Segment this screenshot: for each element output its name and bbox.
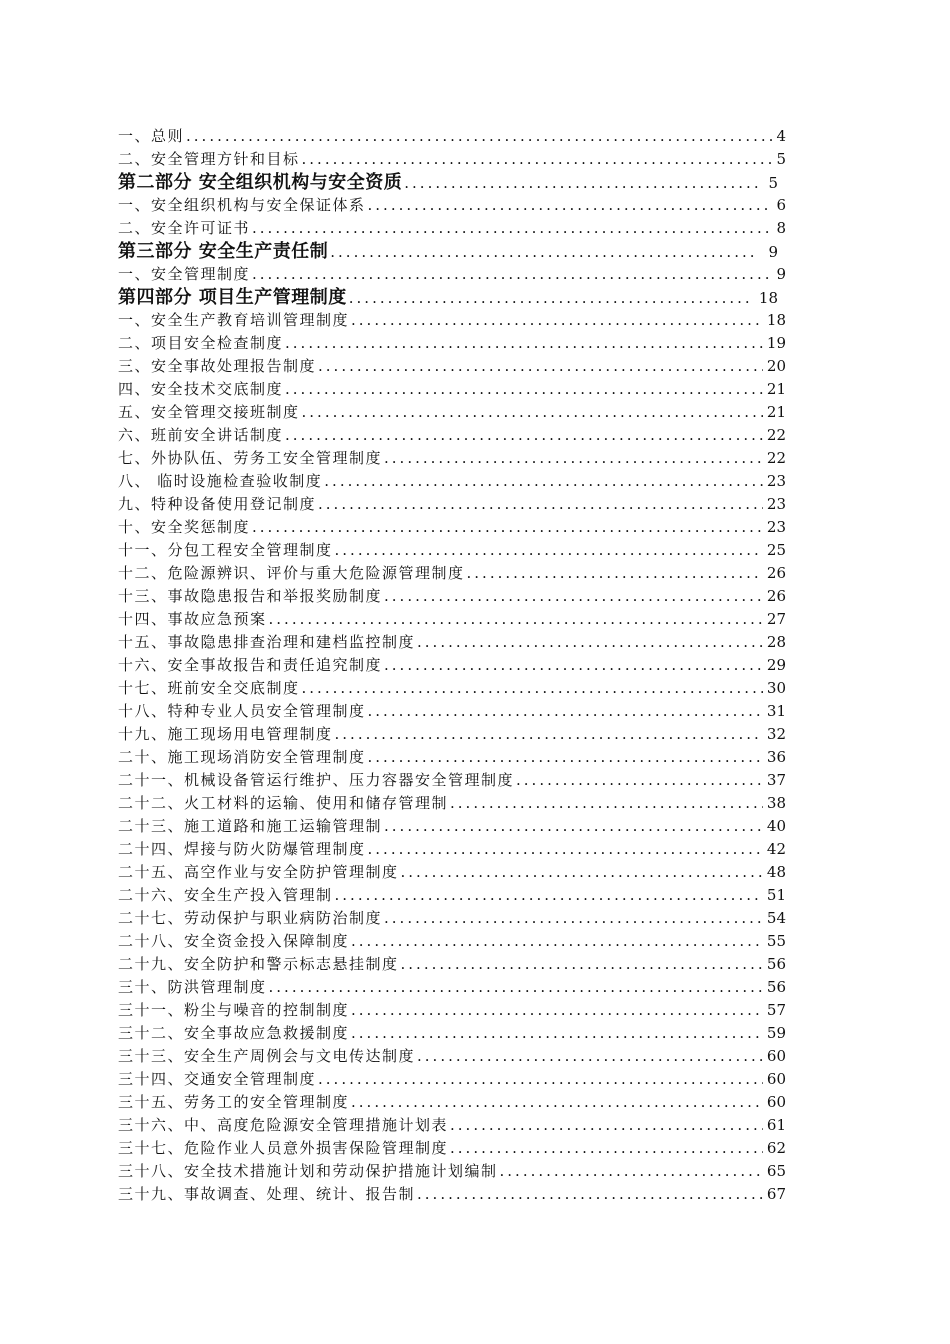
toc-entry[interactable] (118, 769, 786, 792)
toc-entry[interactable] (118, 1183, 786, 1206)
toc-entry-page-number: 5 (768, 174, 778, 192)
toc-entry-page-number: 62 (766, 1139, 786, 1157)
toc-entry[interactable] (118, 125, 786, 148)
toc-entry-title: 第二部分 安全组织机构与安全资质 (118, 172, 403, 193)
toc-entry-title: 十三、事故隐患报告和举报奖励制度 (118, 587, 383, 605)
toc-entry-page-number: 22 (766, 449, 786, 467)
table-of-contents (118, 125, 786, 1206)
toc-entry-page-number: 59 (766, 1024, 786, 1042)
dot-leader (351, 1022, 763, 1045)
toc-entry-page-number: 55 (766, 932, 786, 950)
toc-entry-page-number: 28 (766, 633, 786, 651)
dot-leader (318, 355, 763, 378)
toc-entry-title: 一、安全管理制度 (118, 265, 251, 283)
dot-leader (384, 815, 763, 838)
toc-entry-title: 二十三、施工道路和施工运输管理制 (118, 817, 383, 835)
toc-entry-title: 三十五、劳务工的安全管理制度 (118, 1093, 350, 1111)
dot-leader (368, 838, 763, 861)
toc-entry[interactable] (118, 838, 786, 861)
toc-entry-title: 十四、事故应急预案 (118, 610, 267, 628)
dot-leader (318, 493, 763, 516)
toc-entry-title: 四、安全技术交底制度 (118, 380, 284, 398)
toc-entry-page-number: 18 (758, 289, 778, 307)
toc-entry-page-number: 27 (766, 610, 786, 628)
dot-leader (186, 125, 772, 148)
toc-entry[interactable] (118, 1022, 786, 1045)
toc-entry[interactable] (118, 309, 786, 332)
toc-entry[interactable] (118, 263, 786, 286)
dot-leader (404, 172, 758, 194)
toc-entry-title: 十六、安全事故报告和责任追究制度 (118, 656, 383, 674)
dot-leader (351, 930, 763, 953)
toc-entry[interactable] (118, 792, 786, 815)
toc-entry-title: 一、安全组织机构与安全保证体系 (118, 196, 366, 214)
toc-entry-title: 七、外协队伍、劳务工安全管理制度 (118, 449, 383, 467)
toc-entry[interactable] (118, 631, 786, 654)
toc-entry-title: 三十九、事故调查、处理、统计、报告制 (118, 1185, 416, 1203)
toc-entry-title: 二十七、劳动保护与职业病防治制度 (118, 909, 383, 927)
toc-entry-title: 八、 临时设施检查验收制度 (118, 472, 323, 490)
toc-part-heading[interactable] (118, 171, 786, 194)
toc-entry-title: 九、特种设备使用登记制度 (118, 495, 317, 513)
dot-leader (302, 401, 763, 424)
toc-entry-title: 十二、危险源辨识、评价与重大危险源管理制度 (118, 564, 465, 582)
toc-entry[interactable] (118, 953, 786, 976)
dot-leader (368, 194, 773, 217)
toc-entry-title: 二、安全管理方针和目标 (118, 150, 300, 168)
toc-entry-page-number: 31 (766, 702, 786, 720)
toc-entry-page-number: 9 (768, 243, 778, 261)
toc-entry-page-number: 6 (776, 196, 786, 214)
toc-entry-page-number: 23 (766, 472, 786, 490)
dot-leader (252, 263, 772, 286)
dot-leader (285, 332, 763, 355)
toc-entry-title: 二十二、火工材料的运输、使用和储存管理制 (118, 794, 449, 812)
toc-entry-title: 一、总则 (118, 127, 185, 145)
toc-entry[interactable] (118, 562, 786, 585)
toc-entry[interactable] (118, 493, 786, 516)
toc-entry-page-number: 20 (766, 357, 786, 375)
dot-leader (302, 148, 773, 171)
dot-leader (330, 241, 758, 263)
toc-entry[interactable] (118, 378, 786, 401)
toc-entry[interactable] (118, 608, 786, 631)
toc-entry[interactable] (118, 585, 786, 608)
toc-entry-page-number: 60 (766, 1093, 786, 1111)
toc-entry-page-number: 19 (766, 334, 786, 352)
dot-leader (351, 999, 763, 1022)
toc-entry-page-number: 36 (766, 748, 786, 766)
dot-leader (516, 769, 763, 792)
toc-entry[interactable] (118, 194, 786, 217)
dot-leader (318, 1068, 763, 1091)
toc-entry-page-number: 56 (766, 978, 786, 996)
dot-leader (401, 861, 763, 884)
toc-entry-page-number: 23 (766, 495, 786, 513)
toc-entry-page-number: 23 (766, 518, 786, 536)
toc-entry-page-number: 9 (776, 265, 786, 283)
toc-entry-title: 三、安全事故处理报告制度 (118, 357, 317, 375)
dot-leader (417, 1045, 763, 1068)
toc-entry-page-number: 56 (766, 955, 786, 973)
toc-entry-page-number: 4 (776, 127, 786, 145)
toc-entry-page-number: 38 (766, 794, 786, 812)
toc-entry-title: 二十六、安全生产投入管理制 (118, 886, 333, 904)
toc-entry[interactable] (118, 1160, 786, 1183)
toc-entry-title: 一、安全生产教育培训管理制度 (118, 311, 350, 329)
dot-leader (368, 700, 763, 723)
toc-entry-title: 五、安全管理交接班制度 (118, 403, 300, 421)
dot-leader (302, 677, 763, 700)
dot-leader (500, 1160, 763, 1183)
dot-leader (417, 631, 763, 654)
dot-leader (269, 976, 763, 999)
toc-entry-page-number: 60 (766, 1070, 786, 1088)
toc-entry-title: 三十六、中、高度危险源安全管理措施计划表 (118, 1116, 449, 1134)
toc-entry-title: 二十一、机械设备管运行维护、压力容器安全管理制度 (118, 771, 515, 789)
toc-entry[interactable] (118, 470, 786, 493)
toc-entry[interactable] (118, 907, 786, 930)
toc-entry-title: 二十四、焊接与防火防爆管理制度 (118, 840, 366, 858)
toc-entry[interactable] (118, 148, 786, 171)
toc-entry-page-number: 57 (766, 1001, 786, 1019)
toc-entry-title: 十七、班前安全交底制度 (118, 679, 300, 697)
toc-entry[interactable] (118, 723, 786, 746)
toc-entry[interactable] (118, 861, 786, 884)
dot-leader (351, 309, 763, 332)
toc-entry-page-number: 5 (776, 150, 786, 168)
dot-leader (324, 470, 763, 493)
toc-entry-page-number: 26 (766, 564, 786, 582)
toc-entry-page-number: 51 (766, 886, 786, 904)
toc-entry[interactable] (118, 930, 786, 953)
dot-leader (285, 424, 763, 447)
toc-entry[interactable] (118, 1137, 786, 1160)
dot-leader (467, 562, 763, 585)
dot-leader (450, 1137, 763, 1160)
dot-leader (450, 1114, 763, 1137)
toc-entry-title: 三十三、安全生产周例会与文电传达制度 (118, 1047, 416, 1065)
toc-entry[interactable] (118, 355, 786, 378)
toc-entry-title: 十九、施工现场用电管理制度 (118, 725, 333, 743)
toc-entry-title: 二、安全许可证书 (118, 219, 251, 237)
toc-entry[interactable] (118, 746, 786, 769)
toc-entry-page-number: 60 (766, 1047, 786, 1065)
toc-entry[interactable] (118, 999, 786, 1022)
toc-entry-title: 第四部分 项目生产管理制度 (118, 287, 347, 308)
dot-leader (252, 217, 772, 240)
toc-entry-page-number: 29 (766, 656, 786, 674)
dot-leader (252, 516, 763, 539)
toc-entry-page-number: 26 (766, 587, 786, 605)
toc-entry-page-number: 54 (766, 909, 786, 927)
toc-entry-title: 三十八、安全技术措施计划和劳动保护措施计划编制 (118, 1162, 498, 1180)
toc-entry-page-number: 21 (766, 403, 786, 421)
toc-entry[interactable] (118, 424, 786, 447)
toc-entry[interactable] (118, 1045, 786, 1068)
toc-entry-page-number: 25 (766, 541, 786, 559)
toc-entry-page-number: 61 (766, 1116, 786, 1134)
toc-entry-title: 十、安全奖惩制度 (118, 518, 251, 536)
toc-entry-page-number: 22 (766, 426, 786, 444)
toc-entry[interactable] (118, 1091, 786, 1114)
toc-entry[interactable] (118, 654, 786, 677)
toc-entry-page-number: 21 (766, 380, 786, 398)
toc-part-heading[interactable] (118, 240, 786, 263)
dot-leader (351, 1091, 763, 1114)
toc-entry-title: 二、项目安全检查制度 (118, 334, 284, 352)
toc-entry-title: 三十、防洪管理制度 (118, 978, 267, 996)
toc-entry-title: 十一、分包工程安全管理制度 (118, 541, 333, 559)
toc-entry-title: 六、班前安全讲话制度 (118, 426, 284, 444)
toc-entry[interactable] (118, 539, 786, 562)
toc-entry[interactable] (118, 677, 786, 700)
toc-entry-title: 十八、特种专业人员安全管理制度 (118, 702, 366, 720)
toc-entry-page-number: 37 (766, 771, 786, 789)
dot-leader (417, 1183, 763, 1206)
toc-entry[interactable] (118, 516, 786, 539)
toc-entry-page-number: 65 (766, 1162, 786, 1180)
dot-leader (335, 539, 763, 562)
dot-leader (335, 884, 763, 907)
toc-entry-page-number: 32 (766, 725, 786, 743)
dot-leader (384, 907, 763, 930)
toc-entry[interactable] (118, 1068, 786, 1091)
dot-leader (349, 287, 749, 309)
toc-part-heading[interactable] (118, 286, 786, 309)
dot-leader (269, 608, 763, 631)
toc-entry-title: 二十八、安全资金投入保障制度 (118, 932, 350, 950)
toc-entry[interactable] (118, 217, 786, 240)
toc-entry-page-number: 8 (776, 219, 786, 237)
dot-leader (368, 746, 763, 769)
toc-entry-page-number: 48 (766, 863, 786, 881)
dot-leader (335, 723, 763, 746)
toc-entry-page-number: 30 (766, 679, 786, 697)
toc-entry-page-number: 18 (766, 311, 786, 329)
toc-entry-title: 二十、施工现场消防安全管理制度 (118, 748, 366, 766)
dot-leader (384, 654, 763, 677)
toc-entry[interactable] (118, 976, 786, 999)
toc-entry[interactable] (118, 815, 786, 838)
toc-entry-title: 十五、事故隐患排查治理和建档监控制度 (118, 633, 416, 651)
toc-entry-title: 三十二、安全事故应急救援制度 (118, 1024, 350, 1042)
dot-leader (384, 585, 763, 608)
toc-entry-page-number: 67 (766, 1185, 786, 1203)
dot-leader (384, 447, 763, 470)
dot-leader (285, 378, 763, 401)
dot-leader (401, 953, 763, 976)
toc-entry-title: 三十七、危险作业人员意外损害保险管理制度 (118, 1139, 449, 1157)
toc-entry-title: 二十五、高空作业与安全防护管理制度 (118, 863, 399, 881)
toc-entry-page-number: 40 (766, 817, 786, 835)
toc-entry-title: 三十一、粉尘与噪音的控制制度 (118, 1001, 350, 1019)
toc-entry-title: 二十九、安全防护和警示标志悬挂制度 (118, 955, 399, 973)
toc-entry-title: 三十四、交通安全管理制度 (118, 1070, 317, 1088)
toc-entry[interactable] (118, 332, 786, 355)
toc-entry-page-number: 42 (766, 840, 786, 858)
toc-entry[interactable] (118, 884, 786, 907)
toc-entry[interactable] (118, 700, 786, 723)
toc-entry[interactable] (118, 401, 786, 424)
toc-entry-title: 第三部分 安全生产责任制 (118, 241, 329, 262)
toc-entry[interactable] (118, 1114, 786, 1137)
dot-leader (450, 792, 763, 815)
toc-entry[interactable] (118, 447, 786, 470)
